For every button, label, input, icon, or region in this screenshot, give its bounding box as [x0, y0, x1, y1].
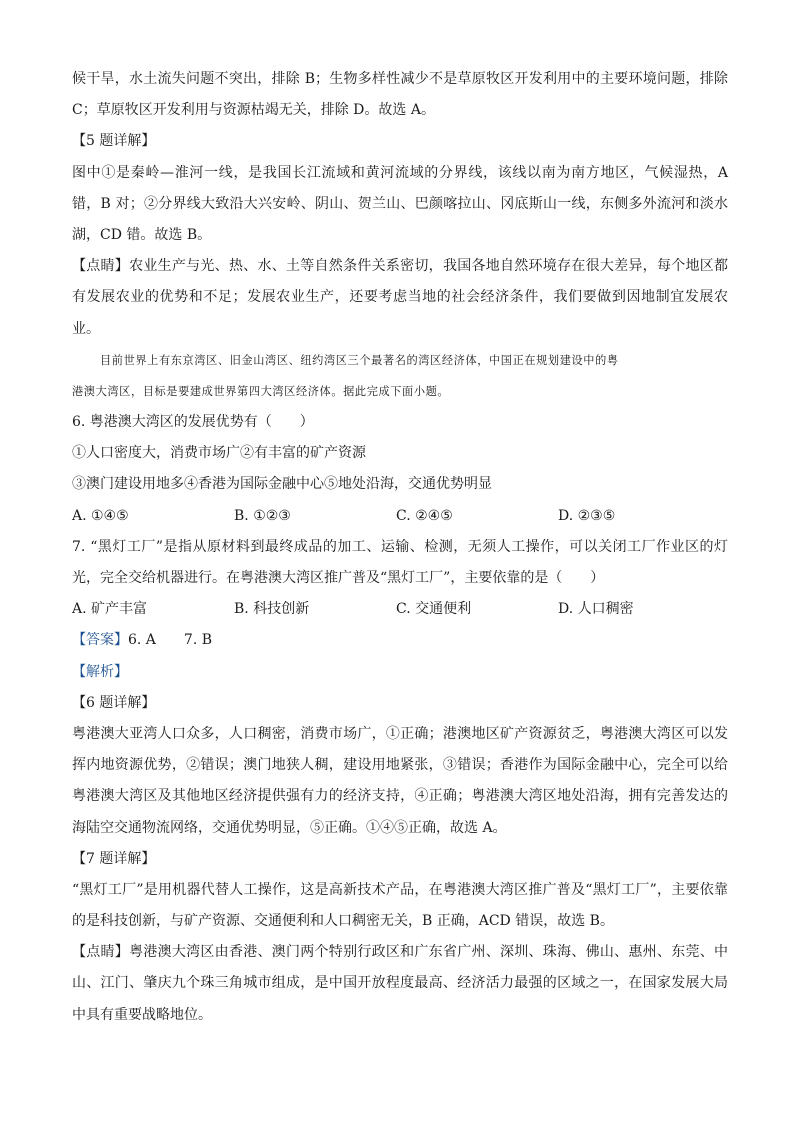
- question-7-stem-cont: 光，完全交给机器进行。在粤港澳大湾区推广普及“黑灯工厂”，主要依靠的是（ ）: [72, 570, 605, 586]
- analysis-heading: [72, 657, 728, 688]
- key-point-tag: 【点睛】: [72, 258, 130, 275]
- text-line: 挥内地资源优势，②错误；澳门地狭人稠，建设用地紧张，③错误；香港作为国际金融中心，完全可以给: [72, 757, 728, 774]
- text-line: 山、江门、肇庆九个珠三角城市组成，是中国开放程度最高、经济活力最强的区域之一，在国家发展大局: [72, 975, 728, 992]
- passage-line: 港澳大湾区，目标是要建成世界第四大湾区经济体。据此完成下面小题。: [72, 384, 450, 398]
- section-tag: 【6 题详解】: [72, 694, 156, 711]
- answer-tag: 【答案】: [72, 632, 128, 649]
- section-tag: 【7 题详解】: [72, 850, 156, 867]
- analysis-tag: 【解析】: [72, 663, 128, 680]
- question-7-options: [72, 594, 728, 625]
- section-heading-q6-detail: [72, 688, 728, 719]
- key-point-line: [72, 251, 728, 282]
- option-a[interactable]: A. 矿产丰富: [72, 601, 148, 618]
- key-point-tag: 【点睛】: [72, 944, 130, 961]
- text-line: 业。: [72, 320, 100, 337]
- text-line: 粤港澳大湾区及其他地区经济提供强有力的经济支持，④正确；粤港澳大湾区地处沿海，拥有完善发达的: [72, 788, 728, 805]
- question-7-stem: 7. “黑灯工厂”是指从原材料到最终成品的加工、运输、检测，无须人工操作，可以关闭工厂作业区的灯: [72, 538, 728, 555]
- option-b[interactable]: B. 科技创新: [234, 601, 310, 618]
- text-line: C；草原牧区开发利用与资源枯竭无关，排除 D。故选 A。: [72, 102, 435, 119]
- page-content: [72, 64, 728, 1031]
- answer-line: [72, 625, 728, 656]
- question-6-statements-2: ③澳门建设用地多④香港为国际金融中心⑤地处沿海，交通优势明显: [72, 476, 492, 493]
- option-c[interactable]: C. 交通便利: [396, 601, 472, 618]
- passage-line: 目前世界上有东京湾区、旧金山湾区、纽约湾区三个最著名的湾区经济体，中国正在规划建设中的粤: [100, 353, 619, 367]
- section-heading-q5-detail: [72, 126, 728, 157]
- section-tag: 【5 题详解】: [72, 133, 156, 150]
- text-line: 候干旱，水土流失问题不突出，排除 B；生物多样性减少不是草原牧区开发利用中的主要环境问题，排除: [72, 71, 728, 87]
- text-line: 的是科技创新，与矿产资源、交通便利和人口稠密无关，B 正确，ACD 错误，故选 B。: [72, 913, 614, 930]
- text-line: 湖，CD 错。故选 B。: [72, 226, 212, 243]
- option-a[interactable]: A. ①④⑤: [72, 507, 129, 524]
- option-b[interactable]: B. ①②③: [234, 507, 291, 524]
- key-point-line: [72, 937, 728, 968]
- option-d[interactable]: D. ②③⑤: [558, 507, 616, 524]
- section-heading-q7-detail: [72, 844, 728, 875]
- key-point-text: 粤港澳大湾区由香港、澳门两个特别行政区和广东省广州、深圳、珠海、佛山、惠州、东莞、中: [129, 944, 729, 961]
- text-line: 有发展农业的优势和不足；发展农业生产，还要考虑当地的社会经济条件，我们要做到因地制宜发展农: [72, 289, 728, 306]
- question-6-stem: 6. 粤港澳大湾区的发展优势有（ ）: [72, 414, 314, 431]
- option-d[interactable]: D. 人口稠密: [558, 601, 634, 618]
- text-line: 中具有重要战略地位。: [72, 1006, 212, 1023]
- option-c[interactable]: C. ②④⑤: [396, 507, 453, 524]
- key-point-text: 农业生产与光、热、水、土等自然条件关系密切，我国各地自然环境存在很大差异，每个地区都: [129, 258, 729, 275]
- text-line: “黑灯工厂”是用机器代替人工操作，这是高新技术产品，在粤港澳大湾区推广普及“黑灯工厂”，主要依靠: [72, 881, 728, 898]
- answer-text: 6. A 7. B: [128, 632, 213, 649]
- text-line: 粤港澳大亚湾人口众多，人口稠密，消费市场广，①正确；港澳地区矿产资源贫乏，粤港澳大湾区可以发: [72, 725, 728, 742]
- question-6-statements-1: ①人口密度大，消费市场广②有丰富的矿产资源: [72, 445, 366, 462]
- text-line: 海陆空交通物流网络，交通优势明显，⑤正确。①④⑤正确，故选 A。: [72, 819, 507, 836]
- text-line: 错，B 对；②分界线大致沿大兴安岭、阴山、贺兰山、巴颜喀拉山、冈底斯山一线，东侧多外流河和淡水: [72, 195, 728, 212]
- text-line: 图中①是秦岭—淮河一线，是我国长江流域和黄河流域的分界线，该线以南为南方地区，气候湿热，A: [72, 164, 728, 181]
- question-6-options: [72, 501, 728, 532]
